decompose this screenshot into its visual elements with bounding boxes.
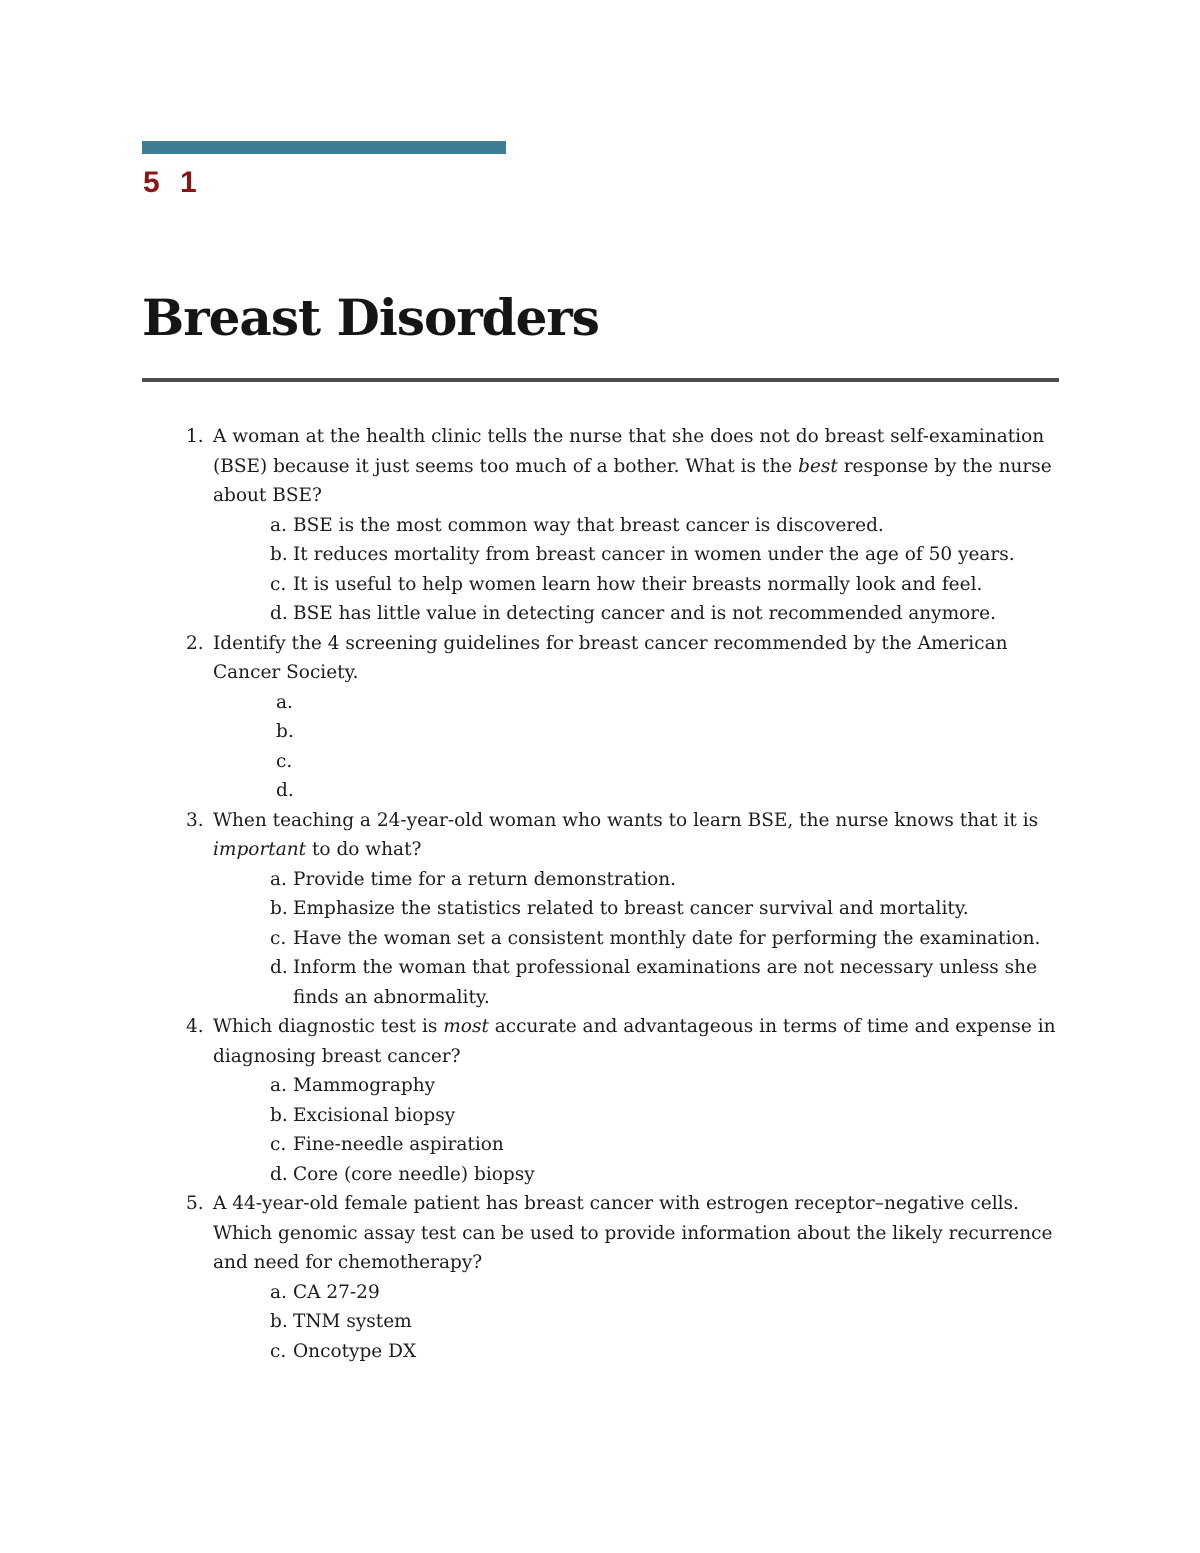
answer-blank: d.	[276, 780, 294, 801]
option-text: BSE has little value in detecting cancer and is not recommended anymore.	[293, 603, 996, 624]
title-divider	[142, 378, 1059, 382]
option-text: CA 27-29	[293, 1281, 380, 1303]
answer-option	[270, 894, 1066, 924]
answer-option	[270, 924, 1066, 954]
option-letter: b.	[270, 544, 288, 565]
page-title: Breast Disorders	[142, 288, 599, 347]
option-text: Mammography	[293, 1075, 436, 1096]
option-letter: a.	[270, 868, 287, 890]
answer-option	[270, 865, 1066, 895]
chapter-accent-bar	[142, 141, 506, 154]
option-letter: c.	[270, 1340, 287, 1362]
option-letter: b.	[270, 1104, 288, 1126]
question-text: Which diagnostic test is most accurate and advantageous in terms of time and expense in diagnosing breast cancer?	[213, 1016, 1056, 1067]
question-3	[186, 806, 1066, 865]
question-number: 5.	[186, 1193, 204, 1214]
question-text: Identify the 4 screening guidelines for breast cancer recommended by the American Cancer Society.	[213, 632, 1008, 683]
answer-blank: c.	[276, 750, 293, 772]
option-letter: b.	[270, 1311, 288, 1332]
option-letter: d.	[270, 603, 288, 624]
option-letter: c.	[270, 927, 287, 949]
answer-option	[270, 1130, 1066, 1160]
answer-blank: b.	[276, 721, 294, 742]
chapter-number: 5 1	[143, 166, 203, 199]
option-text: BSE is the most common way that breast cancer is discovered.	[293, 514, 884, 536]
question-4	[186, 1012, 1066, 1071]
answer-option	[270, 1337, 1066, 1367]
answer-option	[270, 1278, 1066, 1308]
question-number: 2.	[186, 632, 204, 654]
option-letter: d.	[270, 1163, 288, 1185]
question-text: A 44-year-old female patient has breast cancer with estrogen receptor–negative cells. Which genomic assay test can be used to provide information about the likely recurrence and need for chemotherapy?	[213, 1193, 1053, 1273]
emphasis-word: best	[798, 455, 838, 477]
answer-option	[270, 599, 1066, 629]
option-text: It is useful to help women learn how their breasts normally look and feel.	[293, 573, 983, 595]
option-text: Oncotype DX	[293, 1340, 417, 1362]
question-5	[186, 1189, 1066, 1278]
option-text: Provide time for a return demonstration.	[293, 868, 677, 890]
option-letter: a.	[270, 1281, 287, 1303]
option-letter: b.	[270, 898, 288, 919]
option-text: Inform the woman that professional examinations are not necessary unless she finds an abnormality.	[293, 957, 1038, 1008]
option-text: Emphasize the statistics related to breast cancer survival and mortality.	[293, 898, 969, 919]
option-text: Have the woman set a consistent monthly date for performing the examination.	[293, 927, 1041, 949]
option-text: Core (core needle) biopsy	[293, 1163, 535, 1185]
option-text: It reduces mortality from breast cancer in women under the age of 50 years.	[293, 544, 1015, 565]
question-number: 4.	[186, 1016, 204, 1037]
answer-option	[270, 1101, 1066, 1131]
emphasis-word: most	[443, 1016, 489, 1037]
question-1	[186, 422, 1066, 511]
option-letter: a.	[270, 514, 287, 536]
answer-option	[270, 540, 1066, 570]
option-letter: d.	[270, 957, 288, 978]
option-text: TNM system	[293, 1311, 412, 1332]
answer-option	[270, 1307, 1066, 1337]
option-text: Fine-needle aspiration	[293, 1134, 504, 1155]
option-letter: c.	[270, 1134, 287, 1155]
answer-option	[270, 953, 1066, 1012]
option-text: Excisional biopsy	[293, 1104, 456, 1126]
answer-option	[270, 1160, 1066, 1190]
question-number: 1.	[186, 426, 204, 447]
option-letter: a.	[270, 1075, 287, 1096]
answer-blank: a.	[276, 691, 293, 713]
answer-option	[270, 570, 1066, 600]
emphasis-word: important	[213, 839, 307, 860]
answer-option	[270, 511, 1066, 541]
question-text: When teaching a 24-year-old woman who wants to learn BSE, the nurse knows that it is important to do what?	[213, 809, 1039, 860]
question-list	[186, 422, 1066, 1366]
question-text: A woman at the health clinic tells the nurse that she does not do breast self-examination (BSE) because it just seems too much of a bother. What is the best response by the nurse about BSE?	[213, 426, 1052, 506]
option-letter: c.	[270, 573, 287, 595]
question-number: 3.	[186, 809, 204, 831]
answer-option	[270, 1071, 1066, 1101]
question-2	[186, 629, 1066, 688]
